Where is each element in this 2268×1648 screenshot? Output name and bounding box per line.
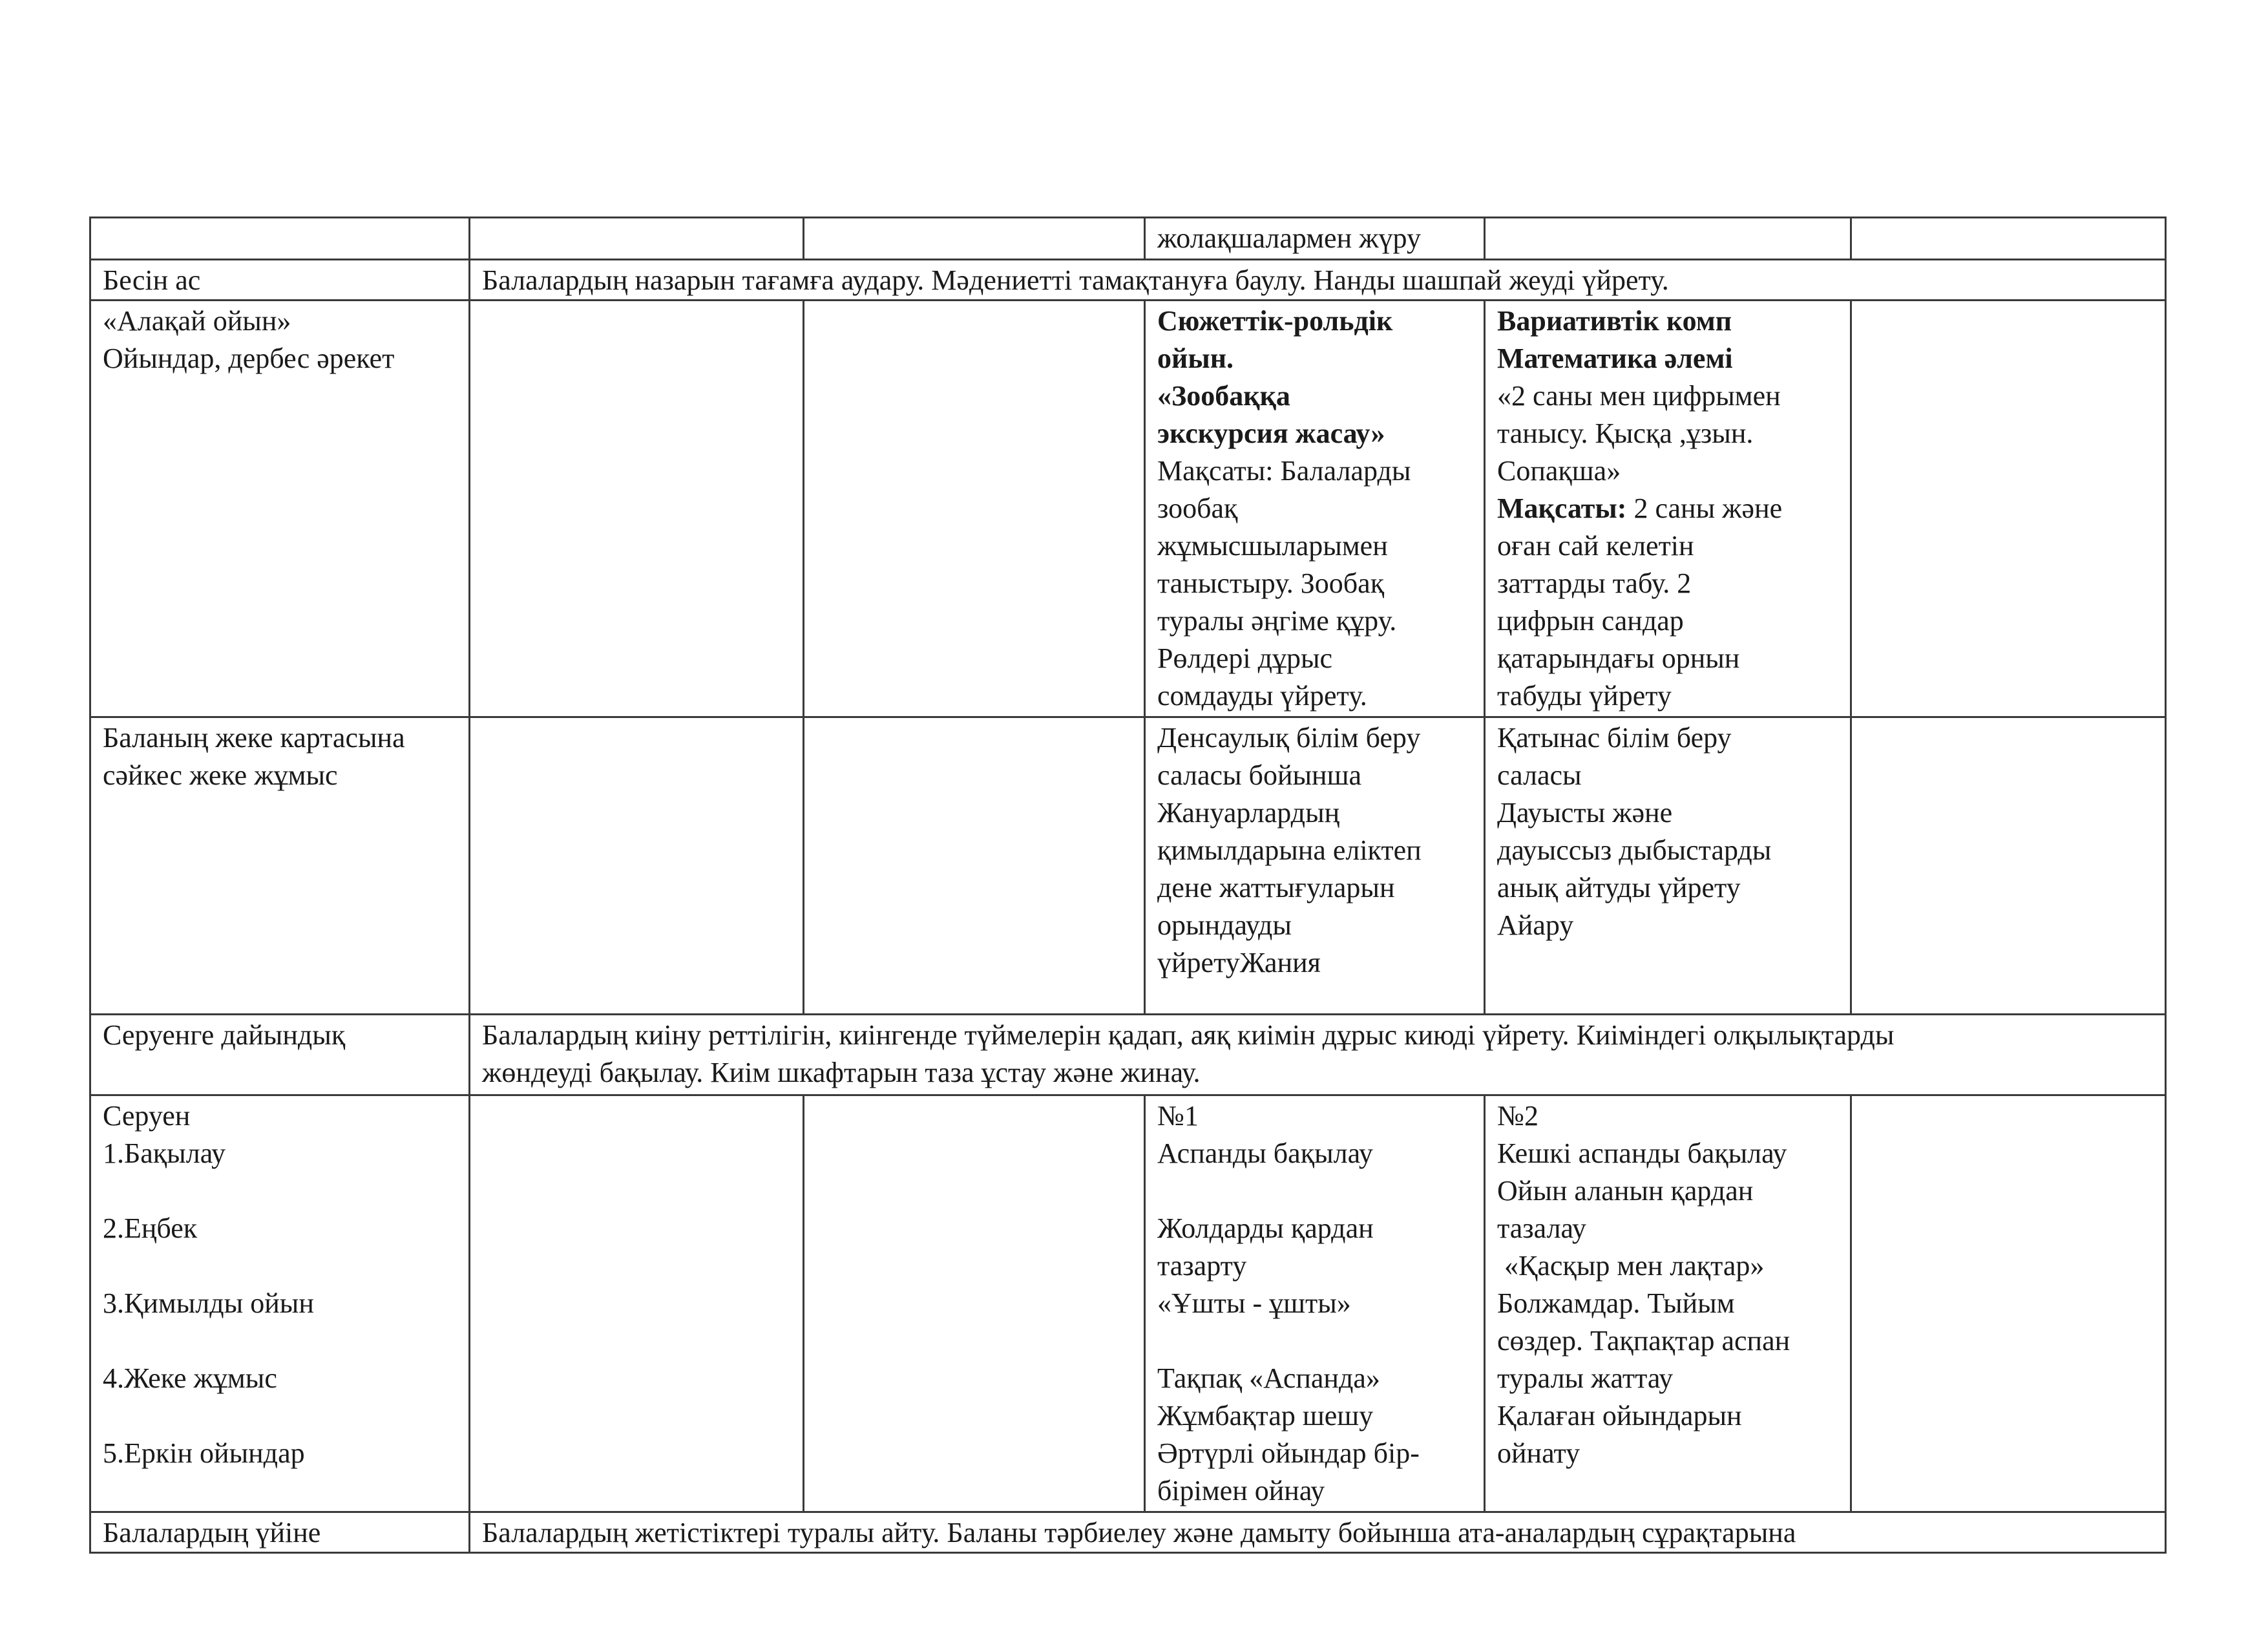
cell-day-3 bbox=[1145, 1095, 1485, 1512]
merged-text: Балалардың киіну реттілігін, киінгенде түймелерін қадап, аяқ киімін дұрыс киюді үйрету. Киіміндегі олқылықтарды bbox=[482, 1019, 1895, 1051]
row-label-line: 5.Еркін ойындар bbox=[103, 1437, 305, 1469]
cell-text: Жолдарды қардан bbox=[1157, 1212, 1374, 1244]
cell-text: қимылдарына еліктеп bbox=[1157, 834, 1422, 866]
activity-title-line: Вариативтік комп bbox=[1497, 305, 1732, 337]
cell-day-5 bbox=[1851, 218, 2166, 260]
cell-text: зообақ bbox=[1157, 492, 1238, 524]
row-label bbox=[90, 1512, 470, 1553]
cell-day-2 bbox=[804, 301, 1145, 717]
cell-text: табуды үйрету bbox=[1497, 680, 1672, 712]
cell-day-4 bbox=[1485, 301, 1851, 717]
table-row-seruen bbox=[90, 1095, 2166, 1512]
cell-text: ойнату bbox=[1497, 1437, 1580, 1469]
daily-plan-table bbox=[89, 217, 2167, 1554]
row-label-line: Серуен bbox=[103, 1100, 191, 1132]
table-row-seruenge bbox=[90, 1015, 2166, 1095]
cell-text: Болжамдар. Тыйым bbox=[1497, 1287, 1735, 1319]
cell-text: №1 bbox=[1157, 1100, 1199, 1132]
daily-plan-sheet bbox=[89, 217, 2165, 1548]
cell-text: Қалаған ойындарын bbox=[1497, 1400, 1742, 1431]
table-row-jeke-jumys bbox=[90, 717, 2166, 1015]
cell-text: сөздер. Тақпақтар аспан bbox=[1497, 1325, 1790, 1357]
cell-label bbox=[90, 218, 470, 260]
cell-text: «2 саны мен цифрымен bbox=[1497, 380, 1781, 412]
goal-line bbox=[1497, 490, 1840, 527]
cell-text: саласы bbox=[1497, 759, 1582, 791]
cell-day-1 bbox=[470, 1095, 804, 1512]
cell-text: тазарту bbox=[1157, 1250, 1247, 1282]
cell-text: сомдауды үйрету. bbox=[1157, 680, 1367, 712]
cell-text: туралы әңгіме құру. bbox=[1157, 605, 1397, 637]
cell-day-4 bbox=[1485, 218, 1851, 260]
activity-title-line: экскурсия жасау» bbox=[1157, 417, 1385, 449]
cell-text: жолақшалармен жүру bbox=[1157, 222, 1421, 254]
cell-text: Мақсаты: Балаларды bbox=[1157, 455, 1411, 487]
spacer bbox=[103, 1397, 458, 1435]
cell-text: туралы жаттау bbox=[1497, 1362, 1674, 1394]
cell-day-1 bbox=[470, 301, 804, 717]
row-label-text: Балалардың үйіне bbox=[103, 1517, 321, 1548]
cell-text: Рөлдері дұрыс bbox=[1157, 642, 1333, 674]
cell-text: цифрын сандар bbox=[1497, 605, 1684, 637]
row-label-line: сәйкес жеке жұмыс bbox=[103, 759, 338, 791]
cell-text: Денсаулық білім беру bbox=[1157, 722, 1421, 754]
cell-text: Жануарлардың bbox=[1157, 797, 1340, 829]
cell-text: Тақпақ «Аспанда» bbox=[1157, 1362, 1380, 1394]
cell-text: №2 bbox=[1497, 1100, 1538, 1132]
cell-text: Жұмбақтар шешу bbox=[1157, 1400, 1374, 1431]
cell-text: Айару bbox=[1497, 909, 1574, 941]
row-label bbox=[90, 301, 470, 717]
cell-text: анық айтуды үйрету bbox=[1497, 872, 1741, 903]
table-row-alaqai-oiyn bbox=[90, 301, 2166, 717]
row-label-text: Бесін ас bbox=[103, 264, 201, 296]
spacer bbox=[103, 1172, 458, 1210]
cell-day-5 bbox=[1851, 301, 2166, 717]
row-label bbox=[90, 717, 470, 1015]
row-label-line: 2.Еңбек bbox=[103, 1212, 198, 1244]
spacer bbox=[103, 1322, 458, 1360]
goal-text: 2 саны және bbox=[1626, 492, 1783, 524]
cell-day-5 bbox=[1851, 717, 2166, 1015]
row-label-line: Ойындар, дербес әрекет bbox=[103, 343, 395, 374]
cell-text: таныcу. Қысқа ,ұзын. bbox=[1497, 417, 1754, 449]
row-label-text: Серуенге дайындық bbox=[103, 1019, 346, 1051]
merged-cell bbox=[470, 1015, 2166, 1095]
activity-title-line: Сюжеттік-рольдік bbox=[1157, 305, 1393, 337]
row-label-line: Баланың жеке картасына bbox=[103, 722, 405, 754]
cell-text: бірімен ойнау bbox=[1157, 1475, 1325, 1506]
cell-text: саласы бойынша bbox=[1157, 759, 1362, 791]
cell-text: «Қасқыр мен лақтар» bbox=[1497, 1250, 1765, 1282]
cell-day-2 bbox=[804, 218, 1145, 260]
cell-day-2 bbox=[804, 717, 1145, 1015]
table-row-continuation bbox=[90, 218, 2166, 260]
row-label bbox=[90, 1015, 470, 1095]
cell-text: оған сай келетін bbox=[1497, 530, 1694, 562]
cell-text: Қатынас білім беру bbox=[1497, 722, 1732, 754]
activity-title-line: ойын. bbox=[1157, 343, 1234, 374]
row-label-line: 1.Бақылау bbox=[103, 1137, 226, 1169]
cell-text: Әртүрлі ойындар бір- bbox=[1157, 1437, 1420, 1469]
merged-text: Балалардың назарын тағамға аудару. Мәдениетті тамақтануға баулу. Нанды шашпай жеуді үйрету. bbox=[482, 264, 1669, 296]
cell-text: жұмысшыларымен bbox=[1157, 530, 1388, 562]
cell-day-5 bbox=[1851, 1095, 2166, 1512]
cell-text: Ойын аланын қардан bbox=[1497, 1175, 1754, 1207]
spacer bbox=[103, 1247, 458, 1285]
activity-title-line: Математика әлемі bbox=[1497, 343, 1733, 374]
row-label bbox=[90, 1095, 470, 1512]
cell-text: үйретуЖания bbox=[1157, 947, 1321, 978]
goal-label: Мақсаты: bbox=[1497, 492, 1627, 524]
cell-text: орындауды bbox=[1157, 909, 1292, 941]
merged-text: Балалардың жетістіктері туралы айту. Баланы тәрбиелеу және дамыту бойынша ата-аналардың сұрақтарына bbox=[482, 1517, 1796, 1548]
cell-day-3 bbox=[1145, 301, 1485, 717]
cell-text: дауыссыз дыбыстарды bbox=[1497, 834, 1772, 866]
cell-day-3 bbox=[1145, 717, 1485, 1015]
cell-day-1 bbox=[470, 717, 804, 1015]
spacer bbox=[1157, 1322, 1473, 1360]
row-label-line: 4.Жеке жұмыс bbox=[103, 1362, 277, 1394]
cell-text: Дауысты және bbox=[1497, 797, 1673, 829]
cell-text: таныстыру. Зообақ bbox=[1157, 567, 1385, 599]
cell-text: дене жаттығуларын bbox=[1157, 872, 1395, 903]
table-row-uiine bbox=[90, 1512, 2166, 1553]
cell-day-4 bbox=[1485, 1095, 1851, 1512]
row-label-line: 3.Қимылды ойын bbox=[103, 1287, 314, 1319]
merged-cell bbox=[470, 1512, 2166, 1553]
cell-day-2 bbox=[804, 1095, 1145, 1512]
cell-text: қатарындағы орнын bbox=[1497, 642, 1740, 674]
cell-day-4 bbox=[1485, 717, 1851, 1015]
table-row-besin-as bbox=[90, 260, 2166, 301]
cell-day-3 bbox=[1145, 218, 1485, 260]
row-label bbox=[90, 260, 470, 301]
merged-text: жөндеуді бақылау. Киім шкафтарын таза ұстау және жинау. bbox=[482, 1057, 1201, 1088]
spacer bbox=[1157, 1172, 1473, 1210]
activity-title-line: «Зообаққа bbox=[1157, 380, 1290, 412]
merged-cell bbox=[470, 260, 2166, 301]
cell-text: заттарды табу. 2 bbox=[1497, 567, 1692, 599]
cell-text: Сопақша» bbox=[1497, 455, 1621, 487]
cell-text: «Ұшты - ұшты» bbox=[1157, 1287, 1351, 1319]
cell-text: Кешкі аспанды бақылау bbox=[1497, 1137, 1787, 1169]
cell-text: Аспанды бақылау bbox=[1157, 1137, 1373, 1169]
row-label-line: «Алақай ойын» bbox=[103, 305, 291, 337]
cell-day-1 bbox=[470, 218, 804, 260]
cell-text: тазалау bbox=[1497, 1212, 1586, 1244]
